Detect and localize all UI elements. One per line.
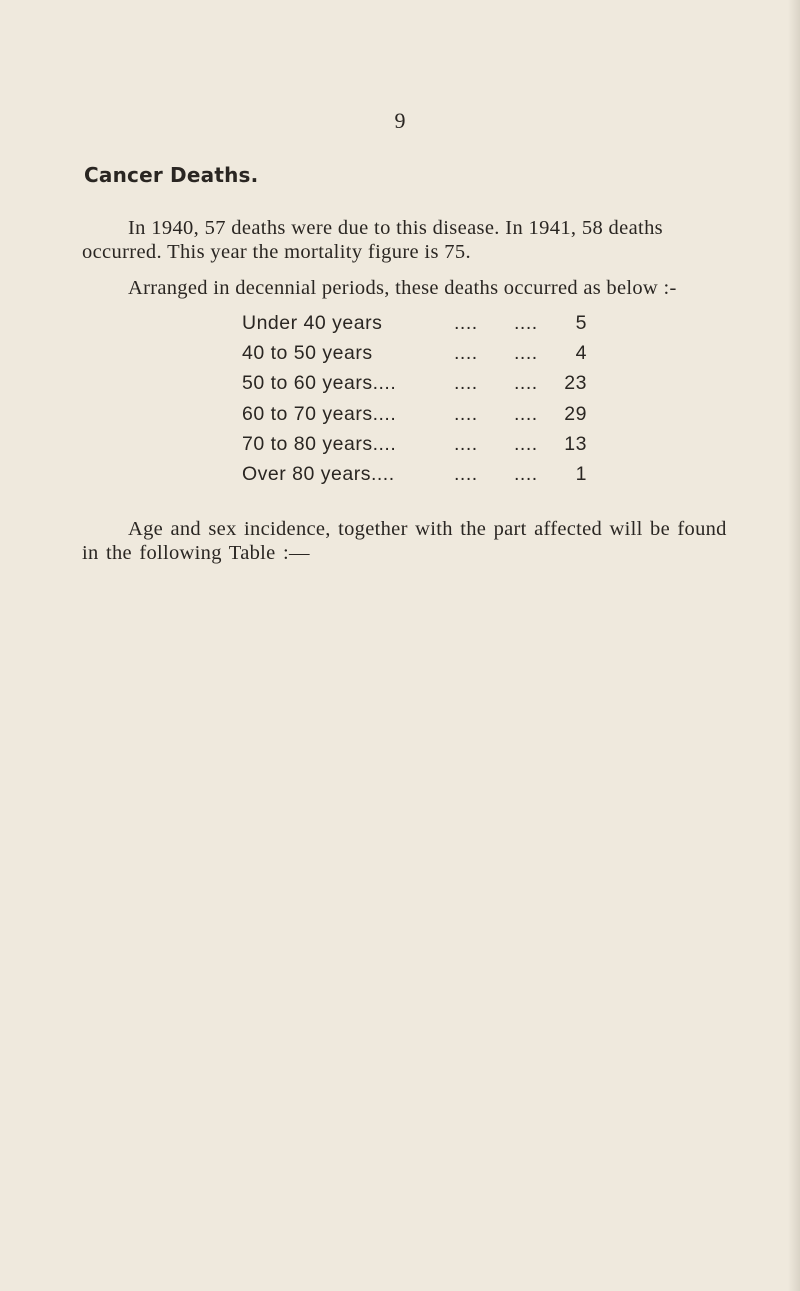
period-value: 1 [575,462,587,485]
section-heading: Cancer Deaths. [84,163,259,187]
period-row [242,308,587,338]
intro-paragraph: In 1940, 57 deaths were due to this disease. In 1941, 58 deaths occurred. This year the mortality figure is 75. [82,217,664,263]
period-leader: .... [514,342,538,365]
period-value: 13 [564,432,587,455]
period-row [242,338,587,368]
period-value: 5 [575,312,587,334]
period-leader: .... [514,372,538,395]
period-row [242,429,587,459]
period-leader: .... [514,462,538,485]
decennial-periods-list [242,308,587,489]
period-leader: .... [454,342,478,365]
period-label: 40 to 50 years [242,342,373,365]
period-leader: .... [514,402,538,425]
period-leader: .... [454,402,478,425]
period-label: Over 80 years.... [242,462,395,485]
period-value: 29 [564,402,587,425]
period-label: Under 40 years [242,312,383,334]
period-leader: .... [454,372,478,395]
period-value: 4 [575,342,587,365]
period-row [242,459,587,489]
table-intro-paragraph: Age and sex incidence, together with the part affected will be found in the following Table :— [82,518,727,564]
period-leader: .... [454,462,478,485]
page-number: 9 [394,108,406,133]
period-leader: .... [454,312,478,334]
period-label: 60 to 70 years.... [242,402,397,425]
period-value: 23 [564,372,587,395]
period-label: 50 to 60 years.... [242,372,397,395]
period-label: 70 to 80 years.... [242,432,397,455]
arrangement-paragraph: Arranged in decennial periods, these deaths occurred as below :- [128,277,677,299]
period-row [242,368,587,398]
period-leader: .... [514,432,538,455]
period-row [242,399,587,429]
period-leader: .... [514,312,538,334]
period-leader: .... [454,432,478,455]
page-edge-shadow [788,0,800,1291]
